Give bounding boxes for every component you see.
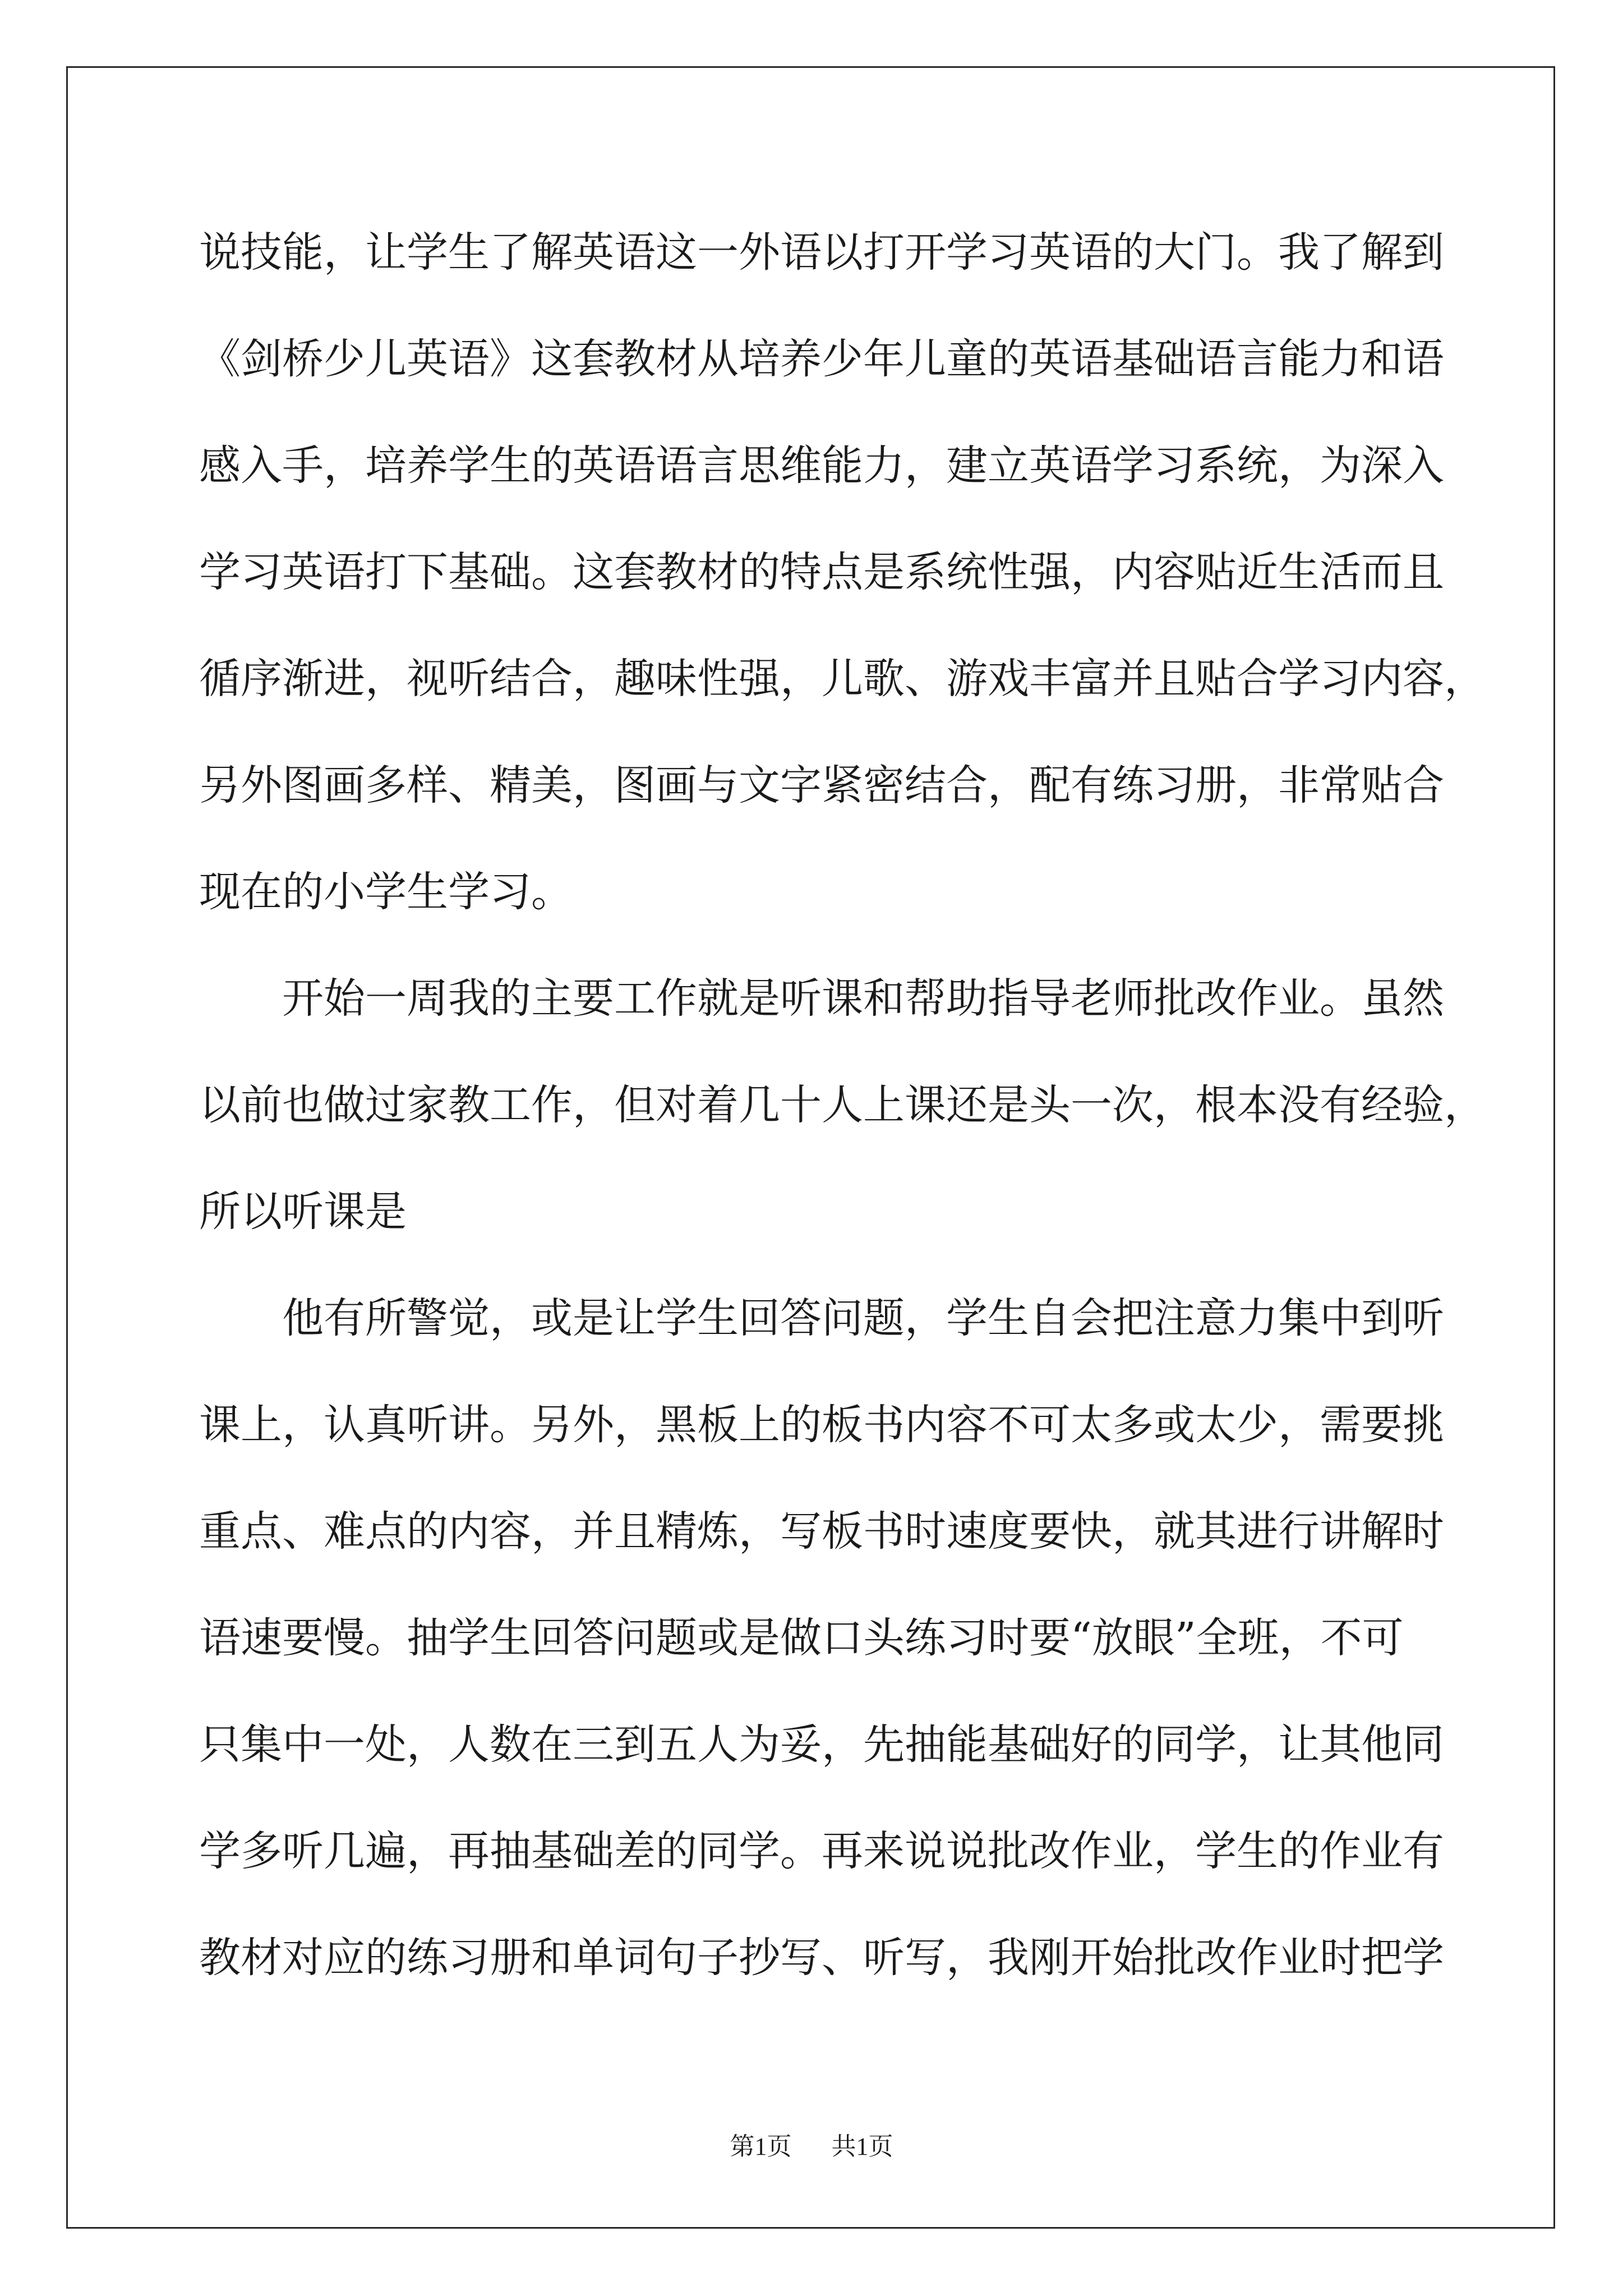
- text-line: 说技能，让学生了解英语这一外语以打开学习英语的大门。我了解到: [199, 228, 1444, 277]
- page-total: 共1页: [831, 2133, 893, 2160]
- paragraph-2: [199, 956, 1486, 1276]
- paragraph-1: [199, 210, 1486, 956]
- text-line: 重点、难点的内容，并且精炼，写板书时速度要快，就其进行讲解时: [199, 1507, 1444, 1556]
- text-line: 课上，认真听讲。另外，黑板上的板书内容不可太多或太少，需要挑: [199, 1401, 1444, 1449]
- text-line: 学习英语打下基础。这套教材的特点是系统性强，内容贴近生活而且: [199, 548, 1444, 596]
- text-line: 《剑桥少儿英语》这套教材从培养少年儿童的英语基础语言能力和语: [199, 335, 1444, 383]
- text-line: 所以听课是: [199, 1188, 407, 1236]
- text-line: 他有所警觉，或是让学生回答问题，学生自会把注意力集中到听: [282, 1294, 1444, 1342]
- page-footer: [0, 2126, 1623, 2162]
- text-line: 只集中一处，人数在三到五人为妥，先抽能基础好的同学，让其他同: [199, 1720, 1444, 1769]
- text-line: 以前也做过家教工作，但对着几十人上课还是头一次，根本没有经验，: [199, 1081, 1486, 1129]
- text-line: 学多听几遍，再抽基础差的同学。再来说说批改作业，学生的作业有: [199, 1827, 1444, 1875]
- text-line: 语速要慢。抽学生回答问题或是做口头练习时要“放眼”全班，不可: [199, 1614, 1404, 1662]
- document-body: [199, 210, 1486, 2022]
- text-line: 开始一周我的主要工作就是听课和帮助指导老师批改作业。虽然: [282, 974, 1444, 1023]
- page-number: 第1页: [730, 2133, 792, 2160]
- paragraph-3: [199, 1276, 1444, 2022]
- text-line: 感入手，培养学生的英语语言思维能力，建立英语学习系统，为深入: [199, 441, 1444, 490]
- text-line: 循序渐进，视听结合，趣味性强，儿歌、游戏丰富并且贴合学习内容，: [199, 655, 1486, 703]
- text-line: 另外图画多样、精美，图画与文字紧密结合，配有练习册，非常贴合: [199, 761, 1444, 809]
- text-line: 现在的小学生学习。: [199, 868, 573, 916]
- text-line: 教材对应的练习册和单词句子抄写、听写，我刚开始批改作业时把学: [199, 1934, 1444, 1982]
